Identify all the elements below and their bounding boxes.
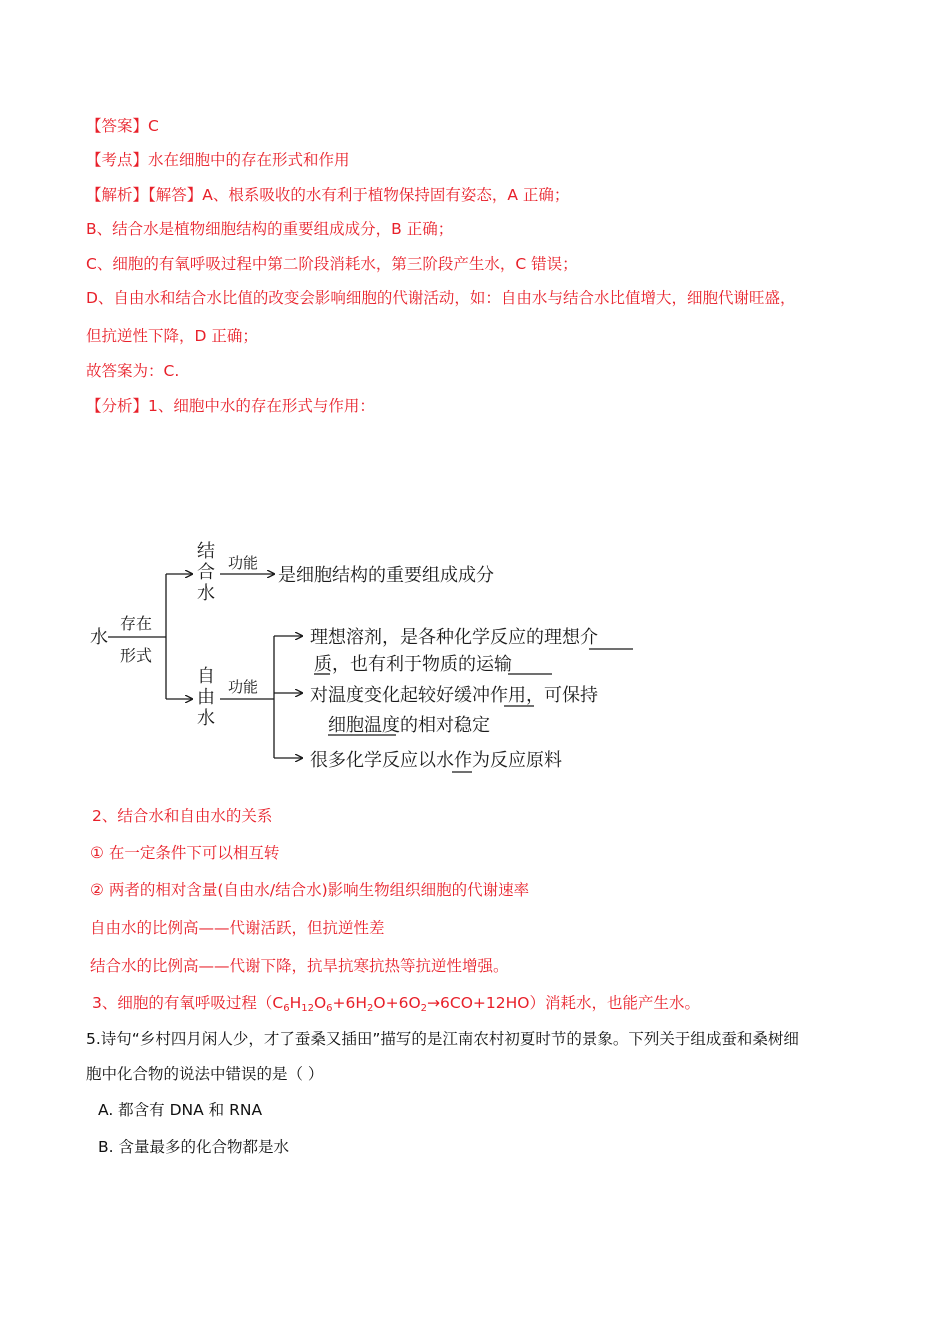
bound-char-1: 结 bbox=[197, 541, 215, 562]
bound-func-label: 功能 bbox=[228, 554, 259, 572]
resp-sub-1: 6 bbox=[283, 1003, 290, 1014]
question-line-1: 5.诗句“乡村四月闲人少，才了蚕桑又插田”描写的是江南农村初夏时节的景象。下列关于组成蚕和桑树细 bbox=[86, 1030, 799, 1048]
free-char-1: 自 bbox=[197, 666, 215, 687]
resp-sub-2: 12 bbox=[301, 1003, 314, 1014]
water-forms-diagram bbox=[88, 538, 648, 778]
kaodian-line bbox=[86, 150, 350, 170]
jiexi-line-3: C、细胞的有氧呼吸过程中第二阶段消耗水，第三阶段产生水，C 错误； bbox=[86, 255, 578, 273]
exist-bottom-label: 形式 bbox=[120, 646, 153, 665]
resp-o: O bbox=[313, 994, 327, 1012]
jiexi-conclusion: 故答案为：C. bbox=[86, 362, 180, 380]
jiexi-line-2: B、结合水是植物细胞结构的重要组成成分，B 正确； bbox=[86, 220, 454, 238]
resp-mid-2: O+6O bbox=[373, 994, 421, 1012]
relation-title: 2、结合水和自由水的关系 bbox=[92, 807, 273, 825]
fenxi-label: 【分析】 bbox=[86, 397, 149, 415]
free-fn1-line1: 理想溶剂，是各种化学反应的理想介 bbox=[310, 627, 598, 648]
jiexi-a: A、根系吸收的水有利于植物保持固有姿态，A 正确； bbox=[202, 186, 570, 204]
free-char-2: 由 bbox=[197, 687, 215, 708]
resp-sub-4: 2 bbox=[367, 1003, 374, 1014]
relation-item-2: ② 两者的相对含量(自由水/结合水)影响生物组织细胞的代谢速率 bbox=[90, 881, 530, 899]
resp-h: H bbox=[289, 994, 302, 1012]
question-line-2: 胞中化合物的说法中错误的是（ ） bbox=[86, 1065, 324, 1083]
fenxi-value: 1、细胞中水的存在形式与作用： bbox=[148, 397, 375, 415]
resp-sub-5: 2 bbox=[420, 1003, 428, 1014]
bound-char-2: 合 bbox=[197, 562, 215, 583]
relation-item-1: ① 在一定条件下可以相互转 bbox=[90, 844, 280, 862]
relation-item-4: 结合水的比例高——代谢下降，抗旱抗寒抗热等抗逆性增强。 bbox=[90, 957, 509, 975]
bound-function-text: 是细胞结构的重要组成成分 bbox=[278, 565, 494, 586]
option-b: B. 含量最多的化合物都是水 bbox=[98, 1138, 289, 1156]
kaodian-label: 【考点】 bbox=[86, 151, 149, 169]
bound-char-3: 水 bbox=[197, 583, 215, 604]
exist-top-label: 存在 bbox=[120, 614, 153, 633]
resp-mid-1: +6H bbox=[332, 994, 368, 1012]
answer-value: C bbox=[148, 117, 159, 135]
resp-prefix: 3、细胞的有氧呼吸过程（C bbox=[92, 994, 284, 1012]
free-func-label: 功能 bbox=[228, 678, 259, 696]
free-fn3: 很多化学反应以水作为反应原料 bbox=[310, 750, 562, 771]
jiexi-line-5: 但抗逆性下降，D 正确； bbox=[86, 327, 258, 345]
jiexi-label: 【解析】【解答】 bbox=[86, 186, 203, 204]
jiexi-line-4: D、自由水和结合水比值的改变会影响细胞的代谢活动，如：自由水与结合水比值增大，细胞代谢旺盛， bbox=[86, 289, 796, 307]
relation-item-3: 自由水的比例高——代谢活跃，但抗逆性差 bbox=[90, 919, 385, 937]
fenxi-line bbox=[86, 396, 375, 416]
resp-sub-3: 6 bbox=[326, 1003, 333, 1014]
option-a: A. 都含有 DNA 和 RNA bbox=[98, 1101, 263, 1119]
free-fn1-line2: 质，也有利于物质的运输 bbox=[314, 654, 512, 675]
free-fn2-line2: 细胞温度的相对稳定 bbox=[328, 715, 490, 736]
resp-suffix: →6CO+12HO）消耗水，也能产生水。 bbox=[427, 994, 700, 1012]
jiexi-line-1 bbox=[86, 185, 569, 205]
kaodian-value: 水在细胞中的存在形式和作用 bbox=[148, 151, 350, 169]
respiration-line bbox=[92, 993, 700, 1019]
diagram-root: 水 bbox=[90, 627, 108, 648]
free-fn2-line1: 对温度变化起较好缓冲作用，可保持 bbox=[310, 685, 598, 706]
answer-label: 【答案】 bbox=[86, 117, 149, 135]
answer-line bbox=[86, 116, 159, 136]
free-char-3: 水 bbox=[197, 708, 215, 729]
